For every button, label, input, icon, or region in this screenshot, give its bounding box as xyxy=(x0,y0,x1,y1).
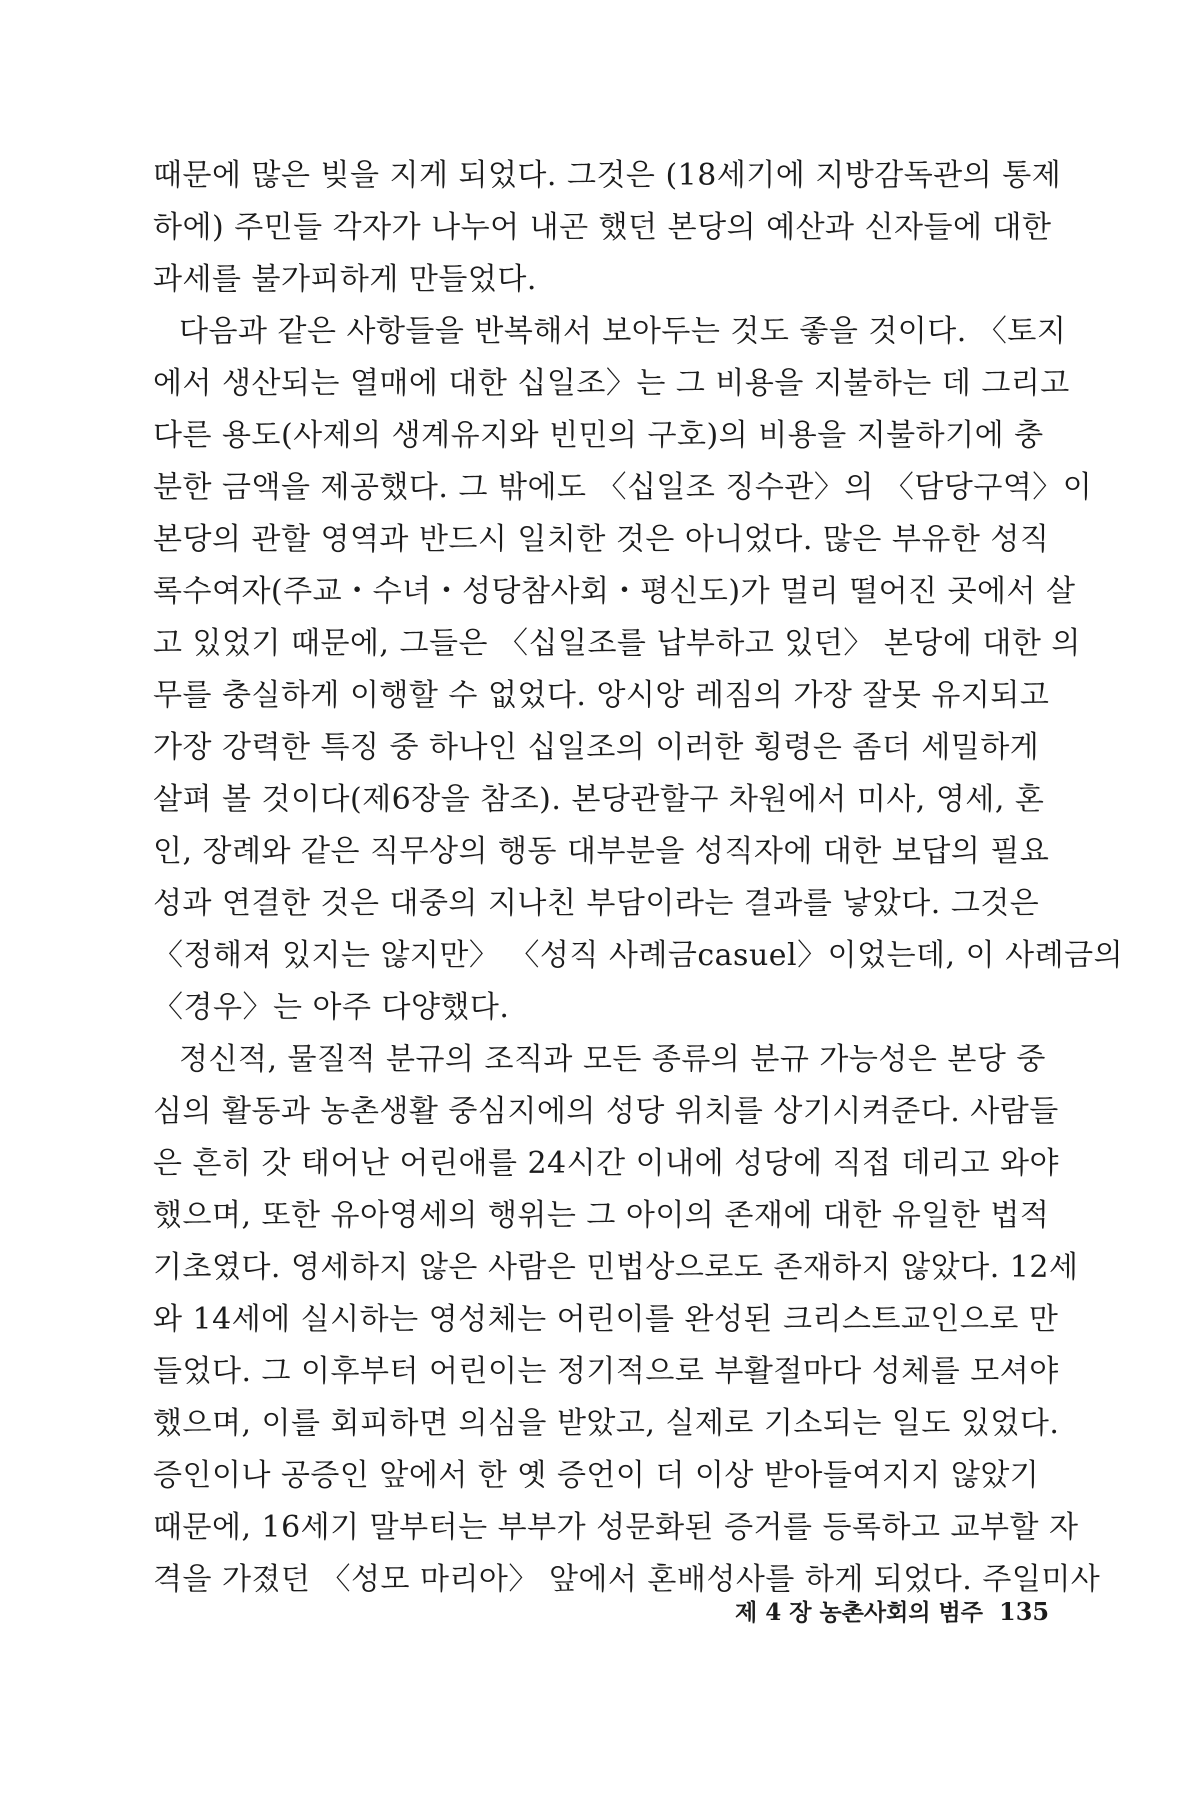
body-text xyxy=(153,150,1124,1606)
text-line: 본당의 관할 영역과 반드시 일치한 것은 아니었다. 많은 부유한 성직 xyxy=(153,522,1050,557)
text-line: 정신적, 물질적 분규의 조직과 모든 종류의 분규 가능성은 본당 중 xyxy=(179,1042,1046,1077)
text-line: 〈경우〉는 아주 다양했다. xyxy=(153,990,510,1025)
text-line: 고 있었기 때문에, 그들은 〈십일조를 납부하고 있던〉 본당에 대한 의 xyxy=(153,626,1081,661)
text-line: 가장 강력한 특징 중 하나인 십일조의 이러한 횡령은 좀더 세밀하게 xyxy=(153,730,1040,765)
text-line: 격을 가졌던 〈성모 마리아〉 앞에서 혼배성사를 하게 되었다. 주일미사 xyxy=(153,1562,1101,1597)
running-footer-chapter: 제 4 장 농촌사회의 범주 xyxy=(735,1599,983,1626)
page-number: 135 xyxy=(999,1597,1050,1626)
text-line: 와 14세에 실시하는 영성체는 어린이를 완성된 크리스트교인으로 만 xyxy=(153,1302,1059,1337)
text-line: 〈정해져 있지는 않지만〉 〈성직 사례금casuel〉이었는데, 이 사례금의 xyxy=(153,938,1124,973)
text-line: 은 흔히 갓 태어난 어린애를 24시간 이내에 성당에 직접 데리고 와야 xyxy=(153,1146,1060,1181)
text-line: 분한 금액을 제공했다. 그 밖에도 〈십일조 징수관〉의 〈담당구역〉이 xyxy=(153,470,1093,505)
text-line: 했으며, 또한 유아영세의 행위는 그 아이의 존재에 대한 유일한 법적 xyxy=(153,1198,1050,1233)
text-line: 들었다. 그 이후부터 어린이는 정기적으로 부활절마다 성체를 모셔야 xyxy=(153,1354,1059,1389)
text-line: 심의 활동과 농촌생활 중심지에의 성당 위치를 상기시켜준다. 사람들 xyxy=(153,1094,1059,1129)
text-line: 에서 생산되는 열매에 대한 십일조〉는 그 비용을 지불하는 데 그리고 xyxy=(153,366,1070,401)
text-line: 성과 연결한 것은 대중의 지나친 부담이라는 결과를 낳았다. 그것은 xyxy=(153,886,1040,921)
text-line: 했으며, 이를 회피하면 의심을 받았고, 실제로 기소되는 일도 있었다. xyxy=(153,1406,1060,1441)
text-line: 무를 충실하게 이행할 수 없었다. 앙시앙 레짐의 가장 잘못 유지되고 xyxy=(153,678,1050,713)
text-line: 증인이나 공증인 앞에서 한 옛 증언이 더 이상 받아들여지지 않았기 xyxy=(153,1458,1040,1493)
text-line: 때문에 많은 빚을 지게 되었다. 그것은 (18세기에 지방감독관의 통제 xyxy=(153,158,1062,193)
page-footer xyxy=(735,1592,1050,1632)
text-line: 기초였다. 영세하지 않은 사람은 민법상으로도 존재하지 않았다. 12세 xyxy=(153,1250,1079,1285)
text-line: 살펴 볼 것이다(제6장을 참조). 본당관할구 차원에서 미사, 영세, 혼 xyxy=(153,782,1045,817)
text-line: 다음과 같은 사항들을 반복해서 보아두는 것도 좋을 것이다. 〈토지 xyxy=(179,314,1067,349)
text-line: 하에) 주민들 각자가 나누어 내곤 했던 본당의 예산과 신자들에 대한 xyxy=(153,210,1052,245)
text-line: 록수여자(주교・수녀・성당참사회・평신도)가 멀리 떨어진 곳에서 살 xyxy=(153,574,1076,609)
text-line: 다른 용도(사제의 생계유지와 빈민의 구호)의 비용을 지불하기에 충 xyxy=(153,418,1044,453)
text-line: 때문에, 16세기 말부터는 부부가 성문화된 증거를 등록하고 교부할 자 xyxy=(153,1510,1079,1545)
text-line: 과세를 불가피하게 만들었다. xyxy=(153,262,537,297)
text-line: 인, 장례와 같은 직무상의 행동 대부분을 성직자에 대한 보답의 필요 xyxy=(153,834,1050,869)
